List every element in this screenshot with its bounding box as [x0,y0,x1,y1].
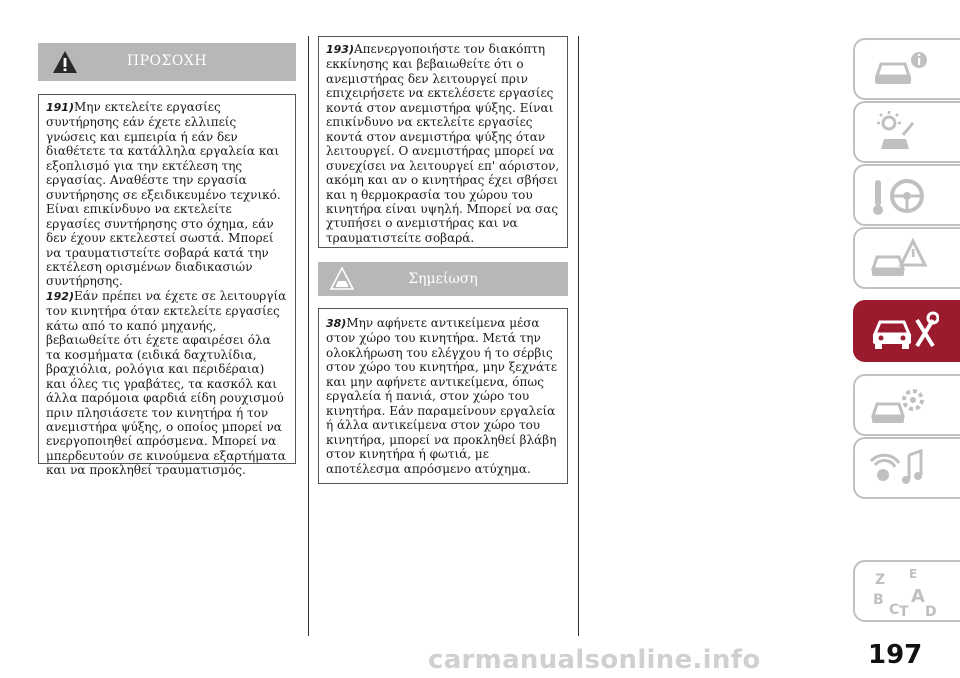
svg-text:D: D [925,604,937,618]
tab-warnings[interactable] [853,227,960,289]
warning-paragraph: 191)Μην εκτελείτε εργασίες συντήρησης εάν έχετε ελλιπείς γνώσεις και εμπειρία ή εάν δεν διαθέτετε τα κατάλληλα εργαλεία και εξοπλισμό για την εκτέλεση της εργασίας. Αναθέστε την εργασία συντήρησης σε εξειδικευμένο τεχνικό. Είναι επικίνδυνο να εκτελείτε εργασίες συντήρησης στο όχημα, εάν δεν έχουν εκτελεστεί σωστά. Μπορεί να τραυματιστείτε σοβαρά κατά την εκτέλεση ορισμένων διαδικασιών συντήρησης. [46,100,281,289]
specifications-icon [869,382,929,430]
note-title: Σημείωση [408,271,478,287]
tab-car-info[interactable] [853,38,960,100]
svg-text:E: E [909,567,918,581]
tab-specifications[interactable] [853,374,960,436]
warning-box-right [318,36,568,248]
svg-text:A: A [911,586,925,607]
note-paragraph: 38)Μην αφήνετε αντικείμενα μέσα στον χώρο του κινητήρα. Μετά την ολοκλήρωση του ελέγχου ή το σέρβις στον χώρο του κινητήρα, μην ξεχνάτε και μην αφήνετε αντικείμενα, όπως εργαλεία ή πανιά, στον χώρο του κινητήρα. Εάν παραμείνουν εργαλεία ή άλλα αντικείμενα στον χώρο του κινητήρα, μπορεί να προκληθεί βλάβη στον κινητήρα ή φωτιά, με αποτέλεσμα απρόσμενο ατύχημα. [326,316,558,476]
tab-multimedia[interactable] [853,437,960,499]
tab-dashboard-lights[interactable] [853,101,960,163]
multimedia-icon [869,445,929,493]
warning-title: ΠΡΟΣΟΧΗ [126,53,208,69]
warning-header [38,43,296,81]
warning-paragraph: 192)Εάν πρέπει να έχετε σε λειτουργία τον κινητήρα όταν εκτελείτε εργασίες κάτω από το καπό μηχανής, βεβαιωθείτε ότι έχετε αφαιρέσει όλα τα κοσμήματα (ειδικά δαχτυλίδια, βραχιόλια, ρολόγια και περιδέραια) και όλες τις γραβάτες, τα κασκόλ και άλλα παρόμοια φαρδιά είδη ρουχισμού πριν πλησιάσετε τον κινητήρα ή τον ανεμιστήρα ψύξης, ο οποίος μπορεί να ενεργοποιηθεί απρόσμενα. Μπορεί να μπερδευτούν σε κινούμενα εξαρτήματα και να προκληθεί τραυματισμός. [46,288,287,478]
note-box [318,308,568,484]
svg-text:B: B [873,592,884,608]
note-header [318,262,568,296]
column-divider-right [578,36,579,636]
warning-paragraph: 193)Απενεργοποιήστε τον διακόπτη εκκίνησης και βεβαιωθείτε ότι ο ανεμιστήρας δεν λειτουργεί πριν επιχειρήσετε να εκτελέσετε εργασίες κοντά στον ανεμιστήρα ψύξης. Είναι επικίνδυνο να εκτελείτε εργασίες κοντά στον ανεμιστήρα ψύξης όταν λειτουργεί. Ο ανεμιστήρας μπορεί να συνεχίσει να λειτουργεί επ' αόριστον, ακόμη και αν ο κινητήρας έχει σβήσει και η θερμοκρασία του χώρου του κινητήρα είναι υψηλή. Μπορεί να σας χτυπήσει ο ανεμιστήρας και να τραυματιστείτε σοβαρά. [326,42,560,245]
svg-text:C: C [889,602,900,618]
page-number: 197 [868,640,923,670]
svg-text:Z: Z [875,572,886,588]
tab-index[interactable] [853,560,960,622]
car-warning-icon [869,235,929,283]
car-service-icon [869,308,939,356]
watermark: carmanualsonline.info [428,645,761,675]
car-info-icon [869,46,929,94]
safety-steering-icon [869,172,929,220]
tab-car-service[interactable] [853,300,960,362]
index-icon [869,564,949,618]
tab-safety[interactable] [853,164,960,226]
dashboard-lights-icon [869,109,929,157]
svg-text:T: T [899,604,909,618]
warning-box-left [38,94,296,478]
column-divider-left [308,36,309,636]
